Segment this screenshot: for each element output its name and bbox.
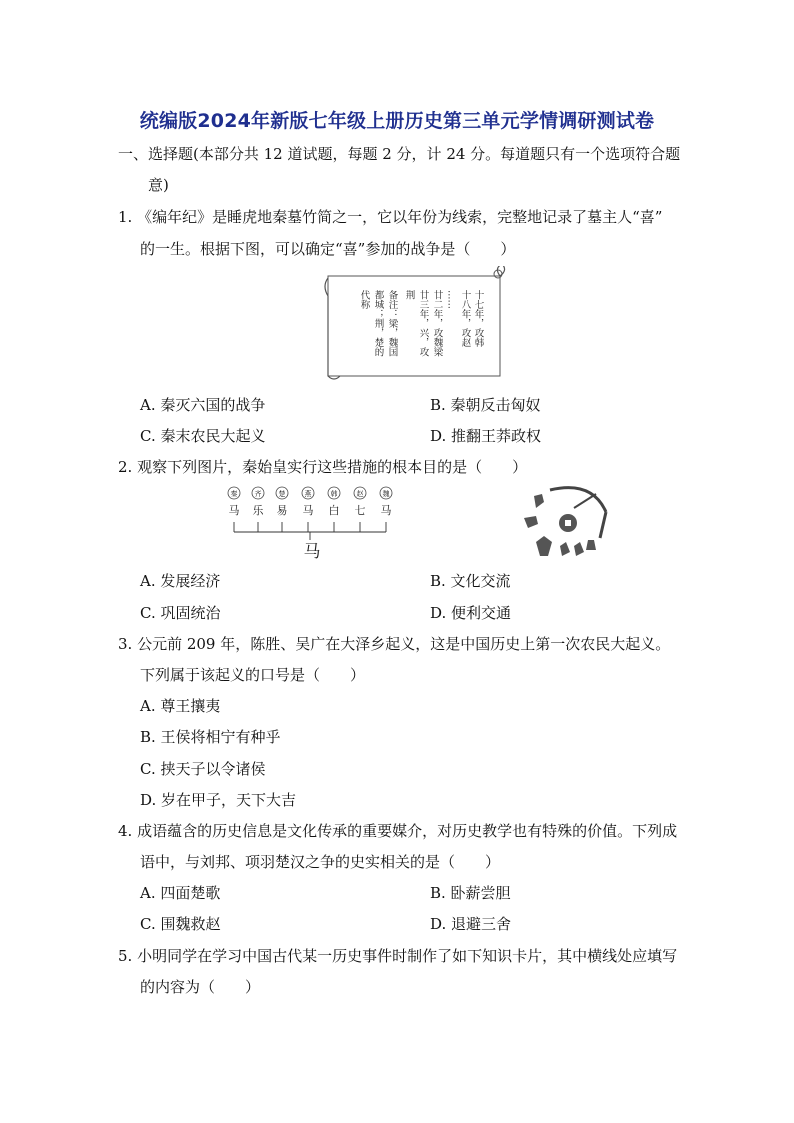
q4-stem: 4. 成语蕴含的历史信息是文化传承的重要媒介，对历史教学也有特殊的价值。下列成 (118, 822, 678, 840)
q4-stem-cont: 语中，与刘邦、项羽楚汉之争的史实相关的是（ ） (140, 853, 501, 871)
q1-option-d[interactable]: D. 推翻王莽政权 (430, 427, 542, 445)
q4-option-a[interactable]: A. 四面楚歌 (140, 884, 221, 902)
q1-stem: 1. 《编年纪》是睡虎地秦墓竹简之一，它以年份为线索，完整地记录了墓主人“喜” (118, 208, 663, 226)
state-label: 赵 (356, 490, 364, 498)
q5-stem: 5. 小明同学在学习中国古代某一历史事件时制作了如下知识卡片，其中横线处应填写 (118, 947, 678, 965)
q2-option-b[interactable]: B. 文化交流 (430, 572, 511, 590)
q1-stem-cont: 的一生。根据下图，可以确定“喜”参加的战争是（ ） (140, 240, 516, 258)
state-label: 燕 (304, 490, 312, 498)
q3-option-b[interactable]: B. 王侯将相宁有种乎 (140, 728, 281, 746)
q3-option-d[interactable]: D. 岁在甲子，天下大吉 (140, 791, 297, 809)
q1-option-b[interactable]: B. 秦朝反击匈奴 (430, 396, 541, 414)
standard-axle-icon (550, 488, 606, 512)
page-title: 统编版2024年新版七年级上册历史第三单元学情调研测试卷 (139, 110, 655, 132)
q3-option-a[interactable]: A. 尊王攘夷 (140, 697, 221, 715)
blade-icon (600, 512, 606, 538)
state-glyph: 马 (228, 504, 240, 517)
state-glyph: 白 (328, 504, 340, 517)
q4-option-d[interactable]: D. 退避三舍 (430, 915, 512, 933)
knife-coin-icon (574, 494, 596, 508)
scroll-column: 代称 (358, 290, 370, 309)
scroll-column: 廿二年，攻魏梁 (431, 290, 443, 357)
coin-hole-icon (565, 520, 571, 526)
weight-icon (586, 540, 596, 550)
state-glyph: 乐 (252, 504, 264, 517)
q2-option-a[interactable]: A. 发展经济 (140, 572, 221, 590)
q1-option-a[interactable]: A. 秦灭六国的战争 (140, 396, 266, 414)
q2-stem: 2. 观察下列图片，秦始皇实行这些措施的根本目的是（ ） (118, 458, 528, 476)
bell-weight-icon (536, 536, 552, 556)
q3-option-c[interactable]: C. 挟天子以令诸侯 (140, 760, 266, 778)
q2-option-d[interactable]: D. 便利交通 (430, 604, 512, 622)
q3-stem: 3. 公元前 209 年，陈胜、吴广在大泽乡起义，这是中国历史上第一次农民大起义。 (118, 635, 671, 653)
scroll-column: 荆 (403, 290, 415, 300)
scroll-column: 廿三年，兴，攻 (417, 290, 429, 357)
spade-coin-icon (534, 494, 544, 508)
scroll-column: 备注：梁，魏国 (386, 290, 398, 357)
state-labels (228, 487, 392, 499)
q4-option-c[interactable]: C. 围魏救赵 (140, 915, 221, 933)
state-glyphs (229, 503, 392, 517)
q1-option-c[interactable]: C. 秦末农民大起义 (140, 427, 266, 445)
q5-stem-cont: 的内容为（ ） (140, 978, 261, 996)
weight-icon (574, 542, 584, 556)
bamboo-scroll-figure (320, 266, 510, 384)
q3-stem-cont: 下列属于该起义的口号是（ ） (140, 666, 366, 684)
section-heading-cont: 意) (148, 176, 169, 194)
state-glyph: 马 (302, 504, 314, 517)
currency-figure (520, 482, 610, 562)
state-glyph: 七 (354, 504, 366, 517)
q2-option-c[interactable]: C. 巩固统治 (140, 604, 221, 622)
unification-bracket (234, 522, 386, 540)
section-heading: 一、选择题(本部分共 12 道试题，每题 2 分，计 24 分。每道题只有一个选项符合题 (118, 145, 681, 163)
state-glyph: 马 (380, 504, 392, 517)
state-label: 韩 (330, 490, 338, 498)
script-unification-figure (220, 484, 410, 564)
unified-glyph: 马 (303, 542, 321, 562)
state-label: 齐 (254, 490, 262, 498)
scroll-column: 十八年，攻赵 (459, 290, 471, 347)
scroll-column: 都城；荆，楚的 (372, 290, 384, 357)
weight-icon (560, 542, 570, 556)
state-label: 楚 (278, 490, 286, 498)
spade-coin-icon (524, 516, 538, 528)
scroll-column: …… (445, 290, 457, 309)
scroll-column: 十七年，攻韩 (472, 290, 484, 347)
q4-option-b[interactable]: B. 卧薪尝胆 (430, 884, 511, 902)
state-label: 秦 (230, 490, 238, 498)
state-label: 魏 (382, 490, 390, 498)
state-glyph: 易 (276, 504, 288, 517)
